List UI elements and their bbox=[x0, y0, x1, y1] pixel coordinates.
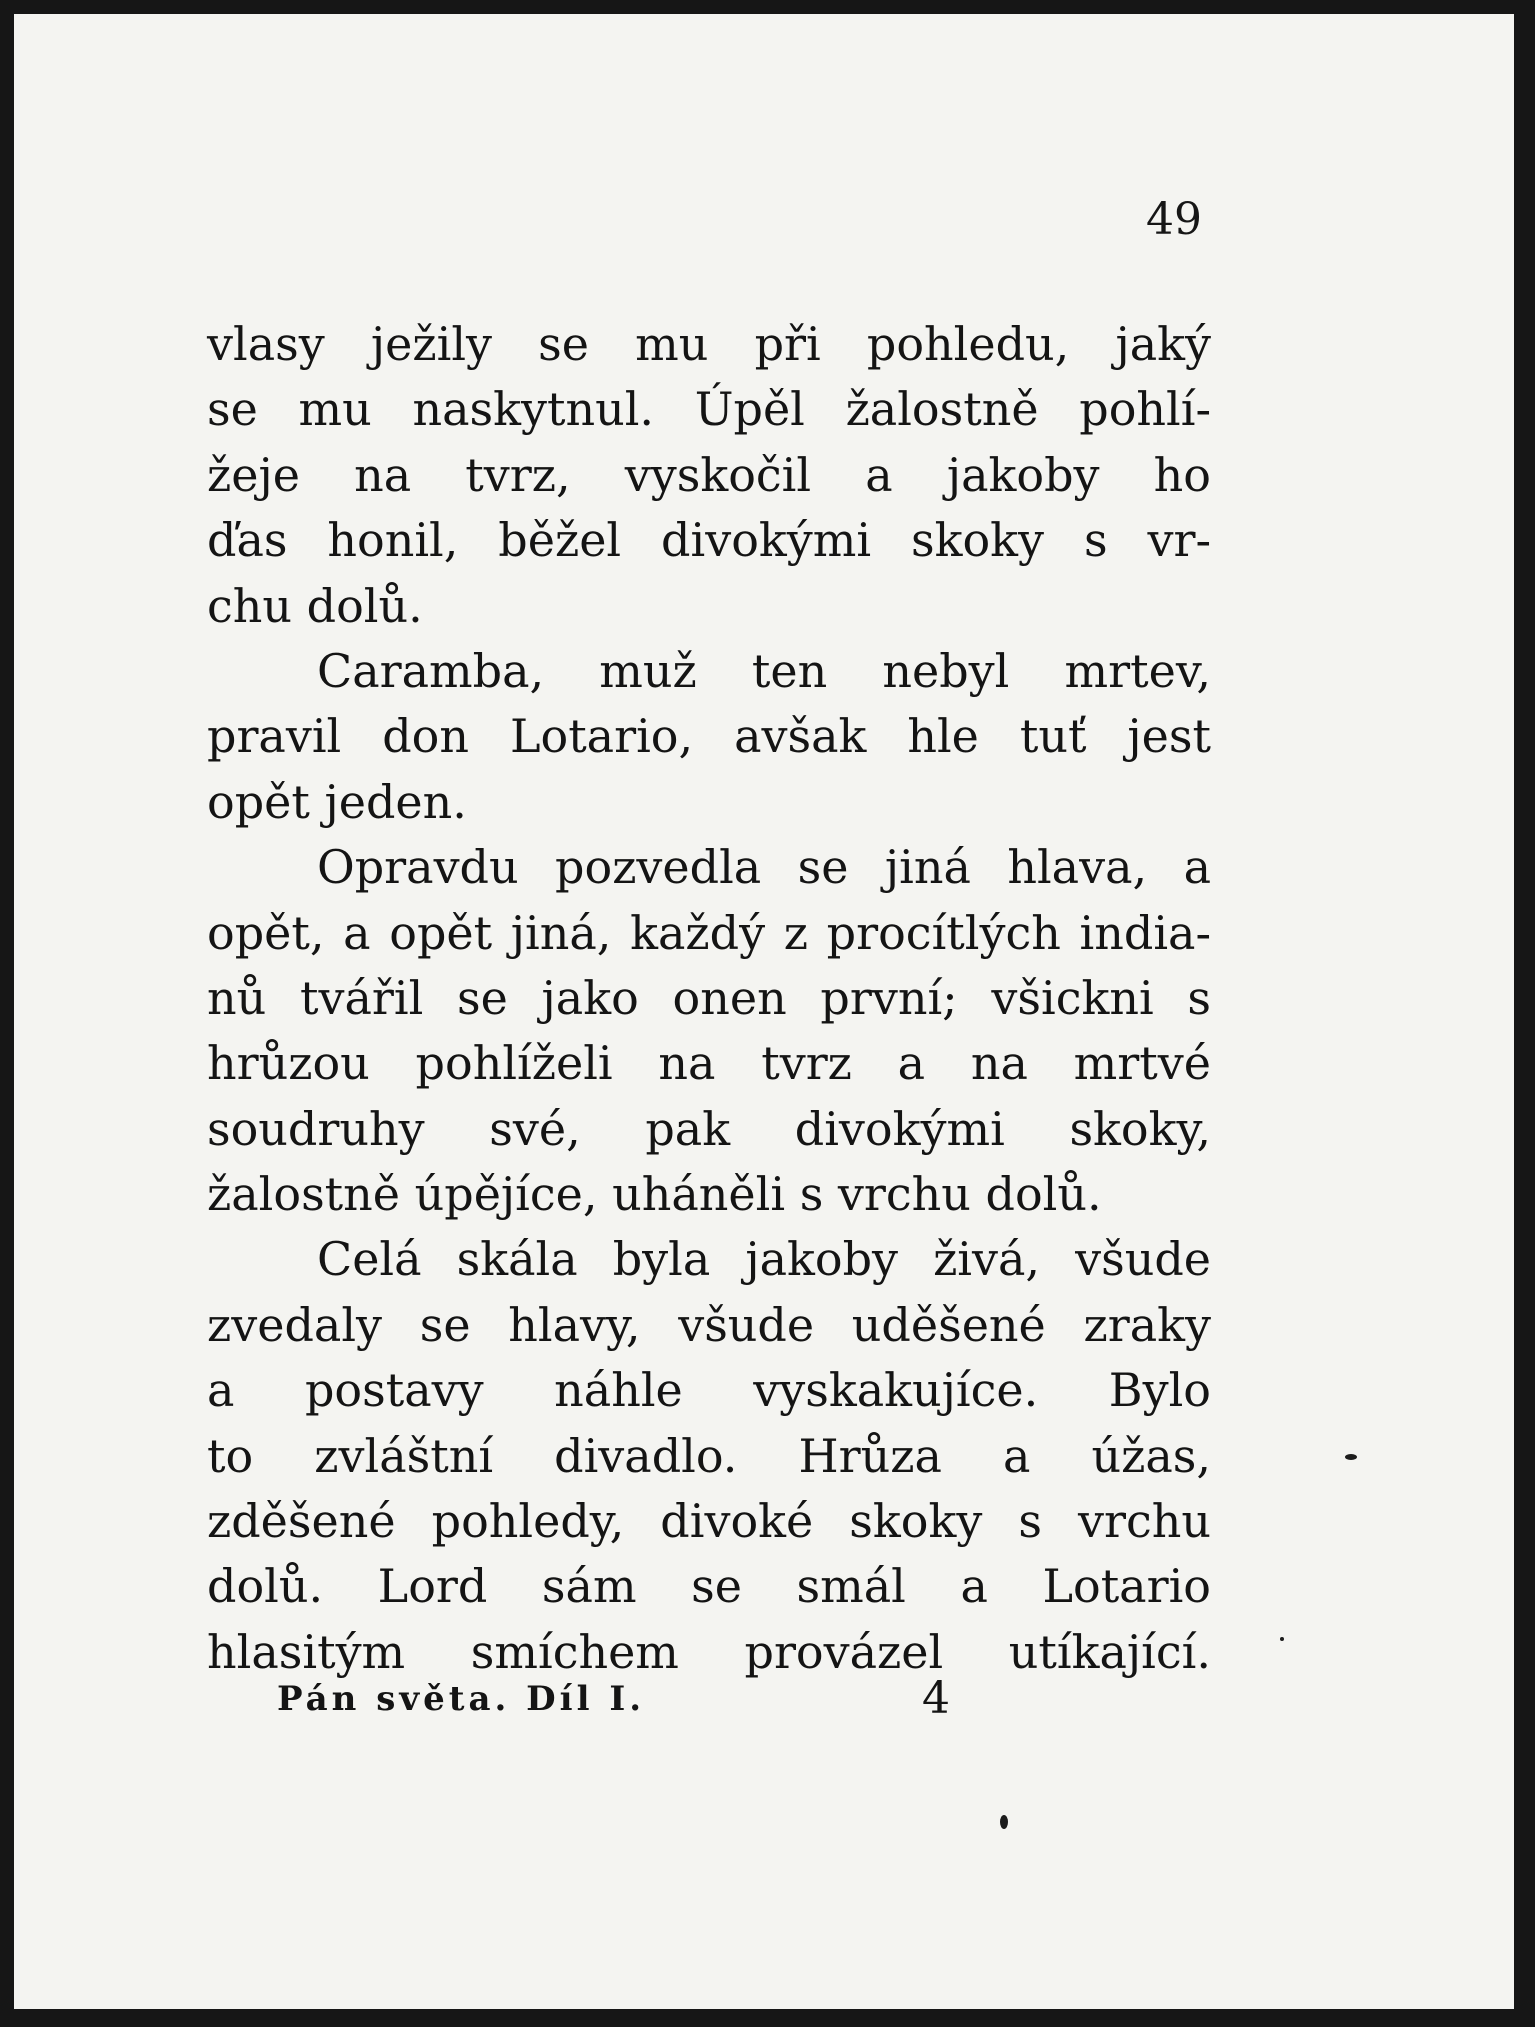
text-line: zvedaly se hlavy, všude uděšené zraky bbox=[207, 1297, 1211, 1352]
text-line: žeje na tvrz, vyskočil a jakoby ho bbox=[207, 447, 1211, 502]
text-line: chu dolů. bbox=[207, 578, 423, 633]
text-line: hlasitým smíchem provázel utíkající. bbox=[207, 1624, 1211, 1679]
page-footer bbox=[14, 1673, 1514, 1739]
text-line: nů tvářil se jako onen první; všickni s bbox=[207, 970, 1211, 1025]
text-line: to zvláštní divadlo. Hrůza a úžas, bbox=[207, 1428, 1211, 1483]
text-line: Opravdu pozvedla se jiná hlava, a bbox=[317, 840, 1211, 895]
ink-speck bbox=[1280, 1637, 1284, 1641]
text-line: a postavy náhle vyskakujíce. Bylo bbox=[207, 1363, 1211, 1418]
page-number: 49 bbox=[1146, 194, 1202, 245]
text-line: se mu naskytnul. Úpěl žalostně pohlí- bbox=[207, 382, 1211, 437]
text-line: zděšené pohledy, divoké skoky s vrchu bbox=[207, 1494, 1211, 1549]
text-line: vlasy ježily se mu při pohledu, jaký bbox=[207, 317, 1211, 371]
text-line: dolů. Lord sám se smál a Lotario bbox=[207, 1559, 1211, 1614]
text-line: opět jeden. bbox=[207, 774, 467, 829]
body-text bbox=[207, 312, 1211, 1685]
text-line: soudruhy své, pak divokými skoky, bbox=[207, 1101, 1211, 1156]
book-page bbox=[14, 14, 1514, 2009]
text-line: žalostně úpějíce, uháněli s vrchu dolů. bbox=[207, 1167, 1102, 1222]
ink-speck bbox=[1000, 1815, 1008, 1829]
footer-sheet-number: 4 bbox=[922, 1673, 950, 1724]
text-line: opět, a opět jiná, každý z procítlých india- bbox=[207, 905, 1211, 960]
text-line: Celá skála byla jakoby živá, všude bbox=[317, 1232, 1211, 1287]
text-line: Caramba, muž ten nebyl mrtev, bbox=[317, 643, 1211, 698]
text-line: pravil don Lotario, avšak hle tuť jest bbox=[207, 709, 1211, 764]
footer-signature: Pán světa. Díl I. bbox=[277, 1679, 646, 1719]
ink-speck bbox=[1345, 1454, 1357, 1460]
text-line: ďas honil, běžel divokými skoky s vr- bbox=[207, 513, 1211, 568]
text-line: hrůzou pohlíželi na tvrz a na mrtvé bbox=[207, 1036, 1211, 1091]
